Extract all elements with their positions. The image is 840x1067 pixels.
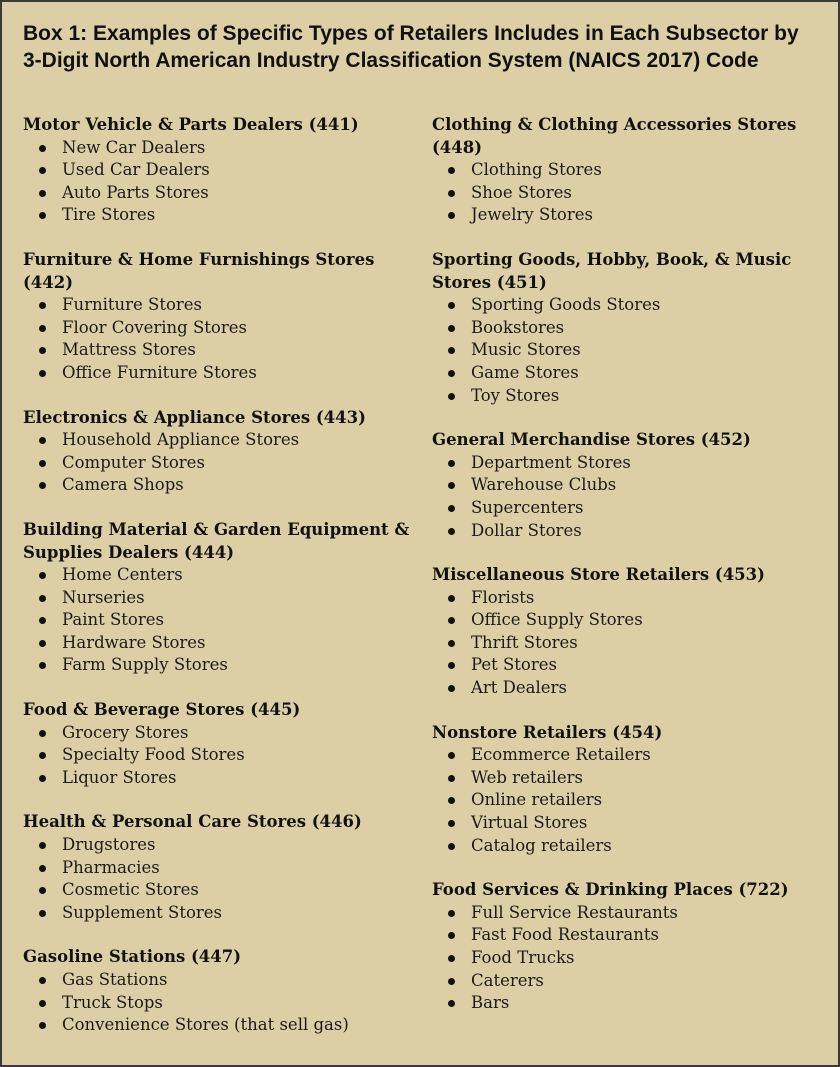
bullet-icon xyxy=(448,685,455,692)
list-item-label: Music Stores xyxy=(471,340,581,360)
list-item xyxy=(432,452,827,475)
list-item xyxy=(432,204,827,227)
bullet-icon xyxy=(39,910,46,917)
bullet-icon xyxy=(448,370,455,377)
bullet-icon xyxy=(39,752,46,759)
bullet-icon xyxy=(39,1000,46,1007)
list-item xyxy=(23,294,418,317)
list-item-label: Fast Food Restaurants xyxy=(471,925,659,945)
subsector-title: Nonstore Retailers (454) xyxy=(432,722,663,742)
subsector-title: Motor Vehicle & Parts Dealers (441) xyxy=(23,115,359,134)
list-item xyxy=(432,632,827,655)
list-item xyxy=(432,654,827,677)
subsector-section xyxy=(23,946,418,1036)
bullet-icon xyxy=(448,752,455,759)
list-item xyxy=(432,317,827,340)
bullet-icon xyxy=(448,302,455,309)
list-item-label: Game Stores xyxy=(471,362,579,382)
list-item-label: Jewelry Stores xyxy=(471,205,593,225)
list-item-label: Hardware Stores xyxy=(62,632,206,652)
list-item xyxy=(432,294,827,317)
list-item xyxy=(432,902,827,925)
list-item-label: Ecommerce Retailers xyxy=(471,745,651,765)
bullet-icon xyxy=(448,640,455,647)
list-item-label: Florists xyxy=(471,587,535,607)
bullet-icon xyxy=(39,640,46,647)
retailer-list xyxy=(23,137,418,227)
box-title: Box 1: Examples of Specific Types of Retailers Includes in Each Subsector by 3-Digit North American Industry Classification System (NAICS 2017) Code xyxy=(23,22,799,72)
list-item xyxy=(23,587,418,610)
bullet-icon xyxy=(39,730,46,737)
retailer-list xyxy=(23,722,418,790)
list-item-label: Toy Stores xyxy=(471,385,560,405)
retailer-list xyxy=(432,159,827,227)
bullet-icon xyxy=(448,528,455,535)
list-item-label: Sporting Goods Stores xyxy=(471,295,661,315)
retailer-list xyxy=(432,452,827,542)
bullet-icon xyxy=(448,212,455,219)
list-item xyxy=(23,767,418,790)
list-item-label: Truck Stops xyxy=(62,992,163,1012)
list-item-label: Specialty Food Stores xyxy=(62,745,245,765)
subsector-title: Furniture & Home Furnishings Stores (442) xyxy=(23,249,375,292)
list-item-label: Full Service Restaurants xyxy=(471,902,678,922)
retailer-list xyxy=(432,902,827,1015)
bullet-icon xyxy=(39,190,46,197)
list-item-label: Liquor Stores xyxy=(62,767,177,787)
list-item xyxy=(432,182,827,205)
bullet-icon xyxy=(448,617,455,624)
subsector-title: Food & Beverage Stores (445) xyxy=(23,700,301,720)
list-item-label: Mattress Stores xyxy=(62,340,196,360)
subsector-section xyxy=(432,564,827,700)
list-item xyxy=(23,722,418,745)
list-item xyxy=(23,362,418,385)
bullet-icon xyxy=(448,775,455,782)
bullet-icon xyxy=(39,370,46,377)
list-item-label: Gas Stations xyxy=(62,970,168,989)
right-column xyxy=(432,114,827,1037)
list-item xyxy=(23,317,418,340)
retailer-list xyxy=(23,834,418,924)
list-item-label: Web retailers xyxy=(471,767,583,787)
list-item xyxy=(432,789,827,812)
list-item-label: Food Trucks xyxy=(471,948,575,967)
bullet-icon xyxy=(448,325,455,332)
list-item xyxy=(432,609,827,632)
list-item-label: Clothing Stores xyxy=(471,160,602,180)
left-column xyxy=(23,114,418,1059)
list-item-label: Used Car Dealers xyxy=(62,160,210,180)
list-item xyxy=(23,204,418,227)
subsector-section xyxy=(23,249,418,385)
retailer-list xyxy=(23,564,418,677)
list-item xyxy=(432,812,827,835)
bullet-icon xyxy=(39,347,46,354)
subsector-section xyxy=(432,429,827,542)
bullet-icon xyxy=(39,325,46,332)
subsector-title: Sporting Goods, Hobby, Book, & Music Stores (451) xyxy=(432,249,792,292)
list-item xyxy=(432,520,827,543)
subsector-title: Clothing & Clothing Accessories Stores (448) xyxy=(432,115,797,157)
list-item xyxy=(23,429,418,452)
list-item xyxy=(432,677,827,700)
list-item-label: Floor Covering Stores xyxy=(62,317,247,337)
retailer-list xyxy=(432,587,827,700)
subsector-title: Miscellaneous Store Retailers (453) xyxy=(432,565,765,585)
list-item xyxy=(432,744,827,767)
list-item xyxy=(432,947,827,970)
bullet-icon xyxy=(39,865,46,872)
list-item-label: Warehouse Clubs xyxy=(471,475,617,495)
bullet-icon xyxy=(448,190,455,197)
bullet-icon xyxy=(448,1000,455,1007)
bullet-icon xyxy=(448,347,455,354)
list-item-label: Caterers xyxy=(471,970,544,990)
list-item xyxy=(432,992,827,1015)
list-item xyxy=(23,857,418,880)
list-item-label: Household Appliance Stores xyxy=(62,430,300,450)
subsector-section xyxy=(432,114,827,227)
list-item-label: Cosmetic Stores xyxy=(62,880,199,900)
list-item-label: Auto Parts Stores xyxy=(62,182,209,202)
list-item xyxy=(432,159,827,182)
bullet-icon xyxy=(448,595,455,602)
list-item-label: Computer Stores xyxy=(62,452,205,472)
list-item-label: Supercenters xyxy=(471,497,584,517)
subsector-section xyxy=(23,699,418,789)
retailer-list xyxy=(23,969,418,1037)
retailer-list xyxy=(23,294,418,384)
list-item-label: Pharmacies xyxy=(62,857,160,877)
bullet-icon xyxy=(39,460,46,467)
bullet-icon xyxy=(448,843,455,850)
subsector-section xyxy=(432,722,827,858)
list-item xyxy=(432,767,827,790)
bullet-icon xyxy=(39,662,46,669)
list-item-label: Art Dealers xyxy=(471,678,567,698)
list-item xyxy=(23,744,418,767)
list-item xyxy=(23,609,418,632)
bullet-icon xyxy=(39,842,46,849)
list-item xyxy=(432,362,827,385)
list-item-label: Bookstores xyxy=(471,317,565,337)
list-item xyxy=(23,474,418,497)
bullet-icon xyxy=(39,145,46,152)
list-item xyxy=(23,992,418,1015)
list-item xyxy=(23,879,418,902)
bullet-icon xyxy=(448,460,455,467)
subsector-section xyxy=(23,811,418,924)
list-item xyxy=(432,385,827,408)
subsector-section xyxy=(23,407,418,497)
list-item-label: Thrift Stores xyxy=(471,632,578,652)
subsector-title: Building Material & Garden Equipment & Supplies Dealers (444) xyxy=(23,519,410,562)
bullet-icon xyxy=(448,482,455,489)
list-item xyxy=(23,137,418,160)
subsector-section xyxy=(23,519,418,677)
bullet-icon xyxy=(39,595,46,602)
list-item-label: Department Stores xyxy=(471,452,631,472)
bullet-icon xyxy=(39,775,46,782)
bullet-icon xyxy=(39,167,46,174)
list-item-label: Furniture Stores xyxy=(62,295,203,315)
subsector-title: Electronics & Appliance Stores (443) xyxy=(23,407,366,427)
bullet-icon xyxy=(448,978,455,985)
subsector-title: Health & Personal Care Stores (446) xyxy=(23,812,362,832)
list-item-label: New Car Dealers xyxy=(62,137,206,157)
bullet-icon xyxy=(448,820,455,827)
list-item-label: Dollar Stores xyxy=(471,520,582,540)
bullet-icon xyxy=(39,302,46,309)
list-item-label: Online retailers xyxy=(471,790,603,810)
list-item-label: Supplement Stores xyxy=(62,902,222,922)
list-item-label: Farm Supply Stores xyxy=(62,655,228,675)
bullet-icon xyxy=(39,212,46,219)
list-item-label: Shoe Stores xyxy=(471,182,572,202)
list-item xyxy=(432,339,827,362)
list-item xyxy=(432,970,827,993)
list-item-label: Grocery Stores xyxy=(62,722,189,742)
subsector-title: Gasoline Stations (447) xyxy=(23,947,242,967)
list-item xyxy=(23,632,418,655)
list-item-label: Drugstores xyxy=(62,835,156,855)
list-item-label: Virtual Stores xyxy=(471,813,588,833)
bullet-icon xyxy=(448,910,455,917)
list-item xyxy=(432,474,827,497)
list-item xyxy=(23,452,418,475)
bullet-icon xyxy=(39,617,46,624)
subsector-section xyxy=(432,879,827,1015)
retailer-list xyxy=(432,294,827,407)
bullet-icon xyxy=(448,393,455,400)
list-item xyxy=(23,654,418,677)
list-item xyxy=(432,587,827,610)
list-item xyxy=(432,497,827,520)
list-item-label: Office Furniture Stores xyxy=(62,362,257,382)
bullet-icon xyxy=(448,955,455,962)
list-item-label: Nurseries xyxy=(62,587,145,607)
list-item xyxy=(23,182,418,205)
bullet-icon xyxy=(39,1022,46,1029)
bullet-icon xyxy=(448,932,455,939)
list-item-label: Office Supply Stores xyxy=(471,610,643,630)
list-item-label: Home Centers xyxy=(62,565,183,585)
bullet-icon xyxy=(39,437,46,444)
list-item xyxy=(23,159,418,182)
bullet-icon xyxy=(39,977,46,984)
bullet-icon xyxy=(39,482,46,489)
list-item-label: Bars xyxy=(471,993,510,1013)
subsector-title: General Merchandise Stores (452) xyxy=(432,430,751,450)
bullet-icon xyxy=(448,797,455,804)
list-item xyxy=(23,834,418,857)
subsector-section xyxy=(23,114,418,227)
list-item-label: Camera Shops xyxy=(62,475,184,495)
list-item xyxy=(23,902,418,925)
list-item-label: Paint Stores xyxy=(62,610,164,630)
subsector-section xyxy=(432,249,827,407)
bullet-icon xyxy=(39,887,46,894)
bullet-icon xyxy=(39,572,46,579)
list-item xyxy=(23,564,418,587)
list-item-label: Convenience Stores (that sell gas) xyxy=(62,1015,349,1035)
bullet-icon xyxy=(448,505,455,512)
list-item xyxy=(23,1014,418,1037)
list-item xyxy=(23,969,418,992)
list-item-label: Catalog retailers xyxy=(471,835,612,855)
bullet-icon xyxy=(448,167,455,174)
list-item xyxy=(432,835,827,858)
retailer-list xyxy=(432,744,827,857)
list-item-label: Pet Stores xyxy=(471,655,557,675)
list-item xyxy=(432,924,827,947)
list-item-label: Tire Stores xyxy=(62,205,156,225)
bullet-icon xyxy=(448,662,455,669)
list-item xyxy=(23,339,418,362)
retailer-list xyxy=(23,429,418,497)
subsector-title: Food Services & Drinking Places (722) xyxy=(432,880,789,900)
